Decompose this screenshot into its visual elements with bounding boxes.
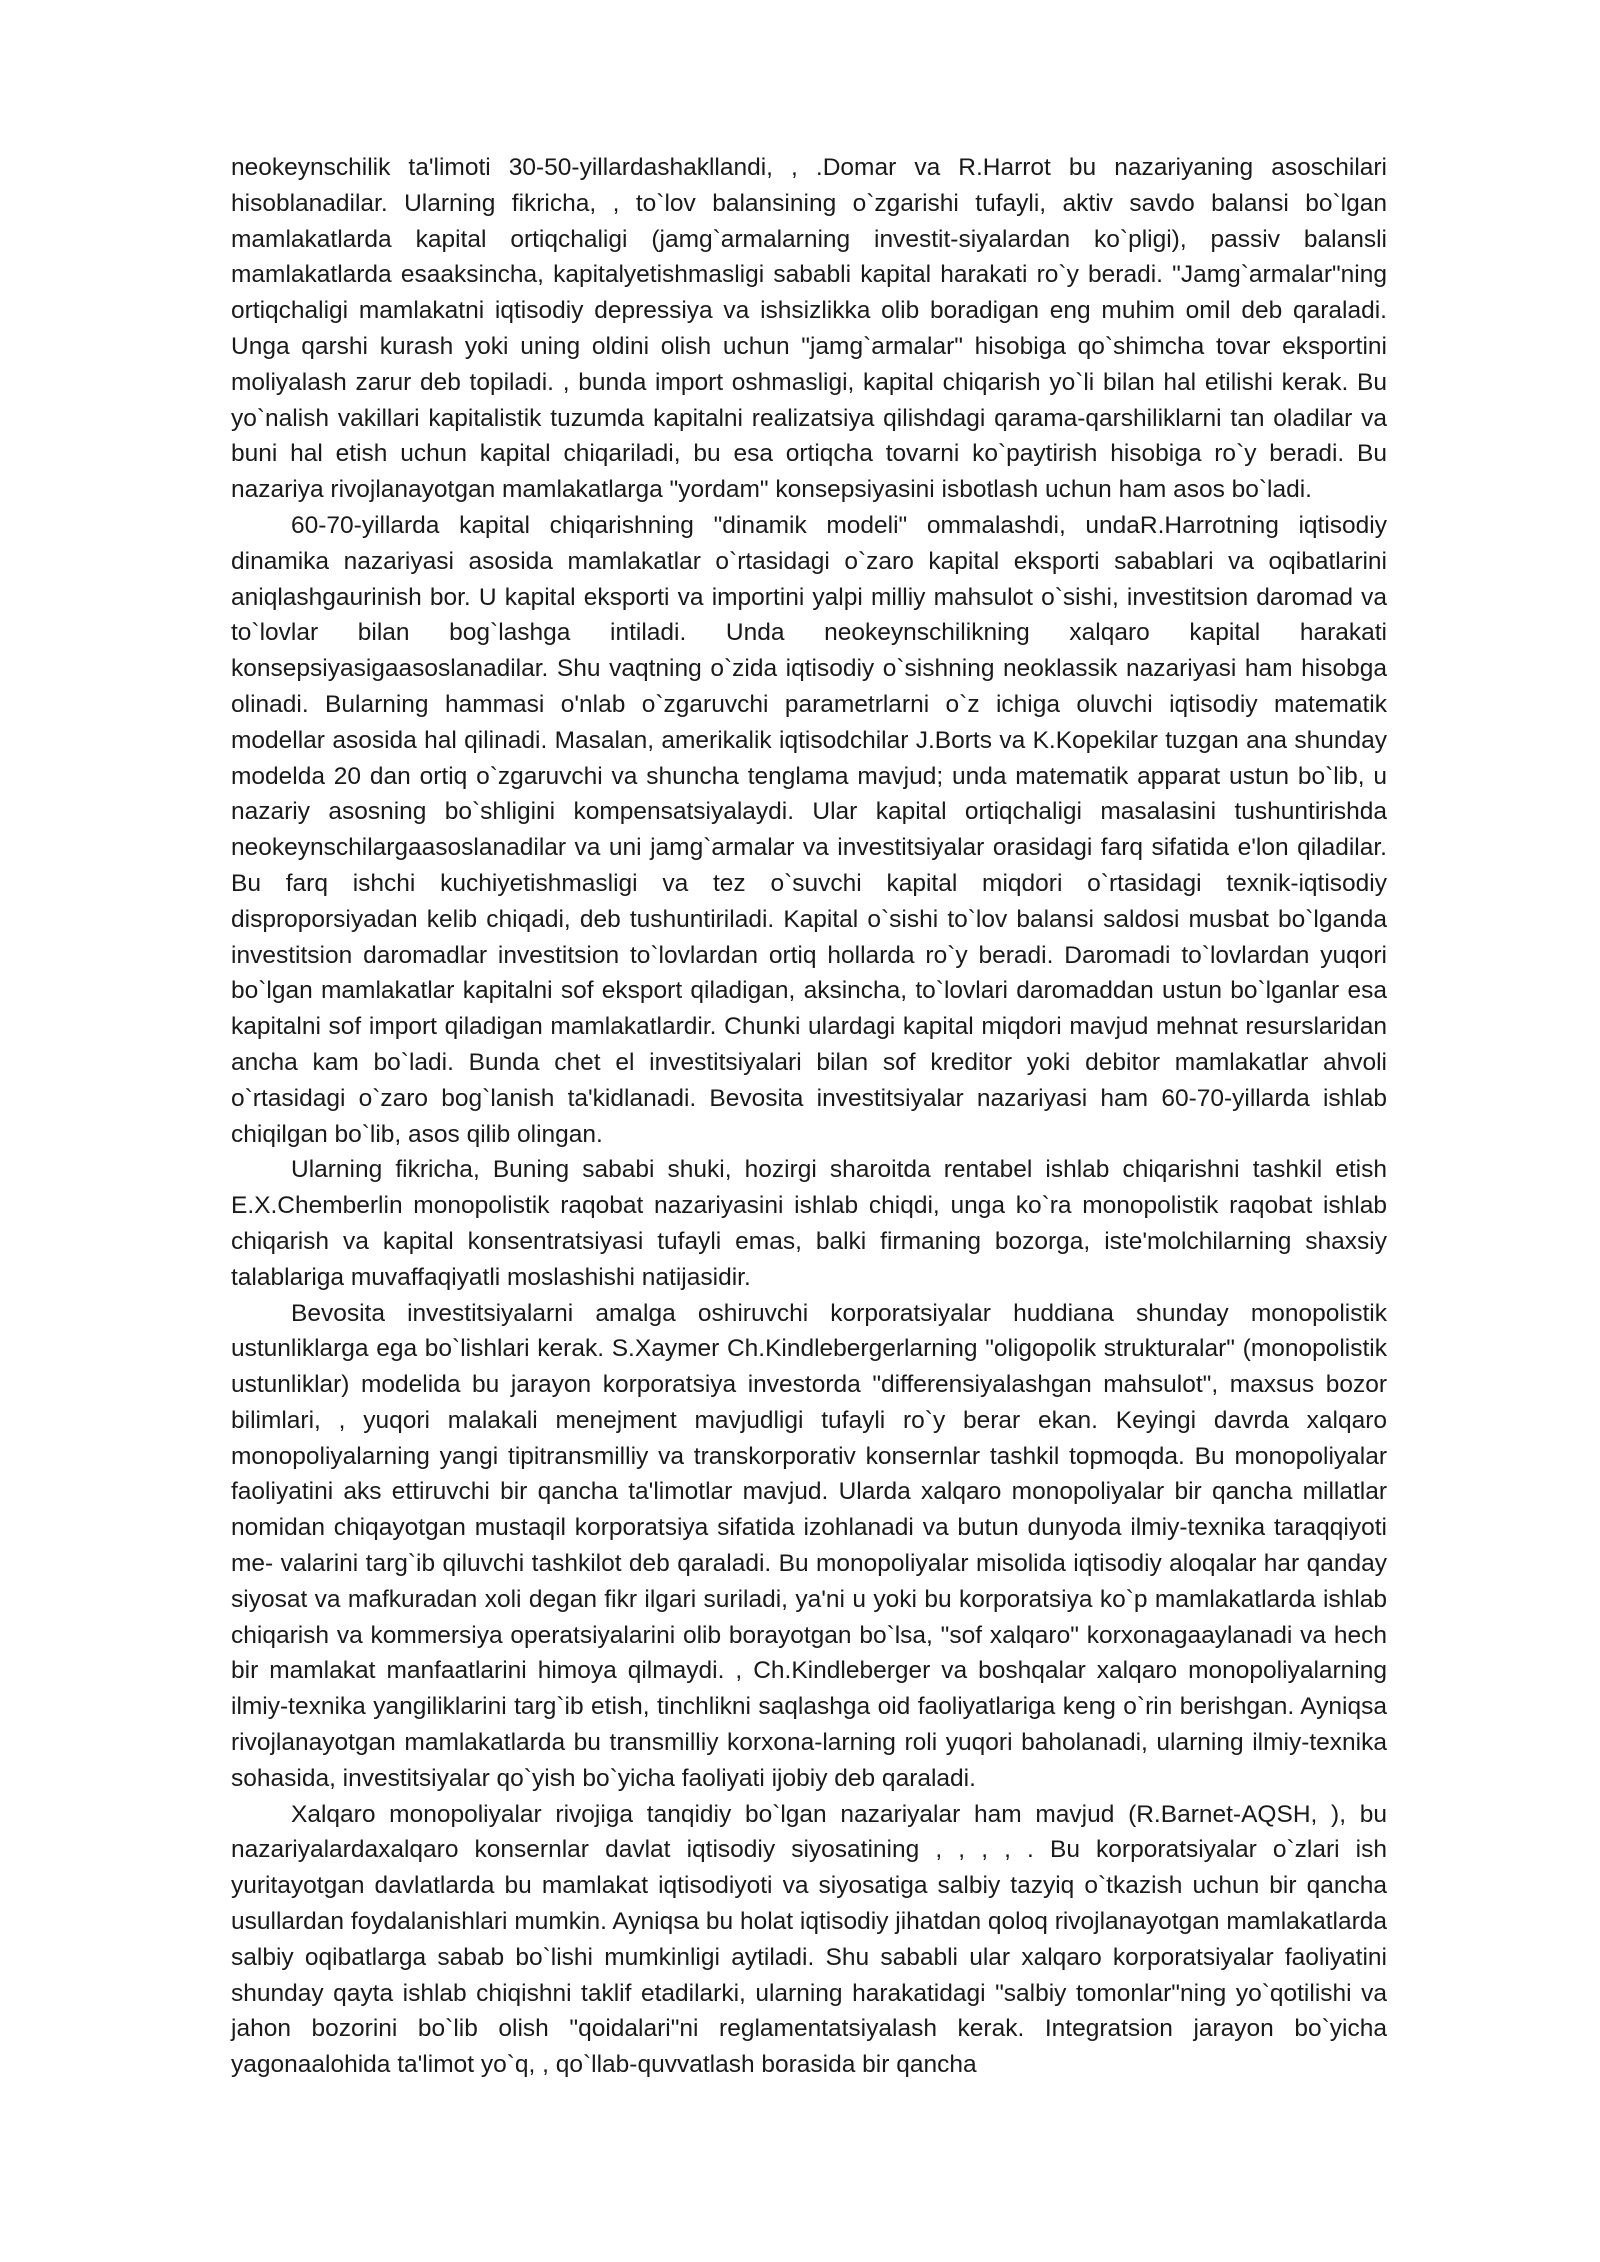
paragraph-4: Bevosita investitsiyalarni amalga oshiruvchi korporatsiyalar huddiana shunday monopolistik ustunliklarga ega bo`lishlari kerak. S.Xaymer Ch.Kindlebergerlarning "oligopolik strukturalar" (monopolistik ustunliklar) modelida bu jarayon korporatsiya investorda "differensiyalashgan mahsulot", maxsus bozor bilimlari, , yuqori malakali menejment mavjudligi tufayli ro`y berar ekan. Keyingi davrda xalqaro monopoliyalarning yangi tipitransmilliy va transkorporativ konsernlar tashkil topmoqda. Bu monopoliyalar faoliyatini aks ettiruvchi bir qancha ta'limotlar mavjud. Ularda xalqaro monopoliyalar bir qancha millatlar nomidan chiqayotgan mustaqil korporatsiya sifatida izohlanadi va butun dunyoda ilmiy-texnika taraqqiyoti me- valarini targ`ib qiluvchi tashkilot deb qaraladi. Bu monopoliyalar misolida iqtisodiy aloqalar har qanday siyosat va mafkuradan xoli degan fikr ilgari suriladi, ya'ni u yoki bu korporatsiya ko`p mamlakatlarda ishlab chiqarish va kommersiya operatsiyalarini olib borayotgan bo`lsa, "sof xalqaro" korxonagaaylanadi va hech bir mamlakat manfaatlarini himoya qilmaydi. , Ch.Kindleberger va boshqalar xalqaro monopoliyalarning ilmiy-texnika yangiliklarini targ`ib etish, tinchlikni saqlashga oid faoliyatlariga keng o`rin berishgan. Ayniqsa rivojlanayotgan mamlakatlarda bu transmilliy korxona-larning roli yuqori baholanadi, ularning ilmiy-texnika sohasida, investitsiyalar qo`yish bo`yicha faoliyati ijobiy deb qaraladi.: [231, 1299, 1387, 1792]
paragraph-2: 60-70-yillarda kapital chiqarishning "dinamik modeli" ommalashdi, undaR.Harrotning iqtisodiy dinamika nazariyasi asosida mamlakatlar o`rtasidagi o`zaro kapital eksporti sabablari va oqibatlarini aniqlashgaurinish bor. U kapital eksporti va importini yalpi milliy mahsulot o`sishi, investitsion daromad va to`lovlar bilan bog`lashga intiladi. Unda neokeynschilikning xalqaro kapital harakati konsepsiyasigaasoslanadilar. Shu vaqtning o`zida iqtisodiy o`sishning neoklassik nazariyasi ham hisobga olinadi. Bularning hammasi o'nlab o`zgaruvchi parametrlarni o`z ichiga oluvchi iqtisodiy matematik modellar asosida hal qilinadi. Masalan, amerikalik iqtisodchilar J.Borts va K.Kopekilar tuzgan ana shunday modelda 20 dan ortiq o`zgaruvchi va shuncha tenglama mavjud; unda matematik apparat ustun bo`lib, u nazariy asosning bo`shligini kompensatsiyalaydi. Ular kapital ortiqchaligi masalasini tushuntirishda neokeynschilargaasoslanadilar va uni jamg`armalar va investitsiyalar orasidagi farq sifatida e'lon qiladilar. Bu farq ishchi kuchiyetishmasligi va tez o`suvchi kapital miqdori o`rtasidagi texnik-iqtisodiy disproporsiyadan kelib chiqadi, deb tushuntiriladi. Kapital o`sishi to`lov balansi saldosi musbat bo`lganda investitsion daromadlar investitsion to`lovlardan ortiq hollarda ro`y beradi. Daromadi to`lovlardan yuqori bo`lgan mamlakatlar kapitalni sof eksport qiladigan, aksincha, to`lovlari daromaddan ustun bo`lganlar esa kapitalni sof import qiladigan mamlakatlardir. Chunki ulardagi kapital miqdori mavjud mehnat resurslaridan ancha kam bo`ladi. Bunda chet el investitsiyalari bilan sof kreditor yoki debitor mamlakatlar ahvoli o`rtasidagi o`zaro bog`lanish ta'kidlanadi. Bevosita investitsiyalar nazariyasi ham 60-70-yillarda ishlab chiqilgan bo`lib, asos qilib olingan.: [231, 511, 1387, 1148]
document-body: [231, 150, 1387, 2083]
paragraph-3: Ularning fikricha, Buning sababi shuki, hozirgi sharoitda rentabel ishlab chiqarishni tashkil etish E.X.Chemberlin monopolistik raqobat nazariyasini ishlab chiqdi, unga ko`ra monopolistik raqobat ishlab chiqarish va kapital konsentratsiyasi tufayli emas, balki firmaning bozorga, iste'molchilarning shaxsiy talablariga muvaffaqiyatli moslashishi natijasidir.: [231, 1156, 1387, 1291]
paragraph-1: neokeynschilik ta'limoti 30-50-yillardashakllandi, , .Domar va R.Harrot bu nazariyaning asoschilari hisoblanadilar. Ularning fikricha, , to`lov balansining o`zgarishi tufayli, aktiv savdo balansi bo`lgan mamlakatlarda kapital ortiqchaligi (jamg`armalarning investit-siyalardan ko`pligi), passiv balansli mamlakatlarda esaaksincha, kapitalyetishmasligi sababli kapital harakati ro`y beradi. "Jamg`armalar"ning ortiqchaligi mamlakatni iqtisodiy depressiya va ishsizlikka olib boradigan eng muhim omil deb qaraladi. Unga qarshi kurash yoki uning oldini olish uchun "jamg`armalar" hisobiga qo`shimcha tovar eksportini moliyalash zarur deb topiladi. , bunda import oshmasligi, kapital chiqarish yo`li bilan hal etilishi kerak. Bu yo`nalish vakillari kapitalistik tuzumda kapitalni realizatsiya qilishdagi qarama-qarshiliklarni tan oladilar va buni hal etish uchun kapital chiqariladi, bu esa ortiqcha tovarni ko`paytirish hisobiga ro`y beradi. Bu nazariya rivojlanayotgan mamlakatlarga "yordam" konsepsiyasini isbotlash uchun ham asos bo`ladi.: [231, 154, 1387, 504]
paragraph-5: Xalqaro monopoliyalar rivojiga tanqidiy bo`lgan nazariyalar ham mavjud (R.Barnet-AQSH, ), bu nazariyalardaxalqaro konsernlar davlat iqtisodiy siyosatining , , , , . Bu korporatsiyalar o`zlari ish yuritayotgan davlatlarda bu mamlakat iqtisodiyoti va siyosatiga salbiy tazyiq o`tkazish uchun bir qancha usullardan foydalanishlari mumkin. Ayniqsa bu holat iqtisodiy jihatdan qoloq rivojlanayotgan mamlakatlarda salbiy oqibatlarga sabab bo`lishi mumkinligi aytiladi. Shu sababli ular xalqaro korporatsiyalar faoliyatini shunday qayta ishlab chiqishni taklif etadilarki, ularning harakatidagi "salbiy tomonlar"ning yo`qotilishi va jahon bozorini bo`lib olish "qoidalari"ni reglamentatsiyalash kerak. Integratsion jarayon bo`yicha yagonaalohida ta'limot yo`q, , qo`llab-quvvatlash borasida bir qancha: [231, 1800, 1387, 2079]
